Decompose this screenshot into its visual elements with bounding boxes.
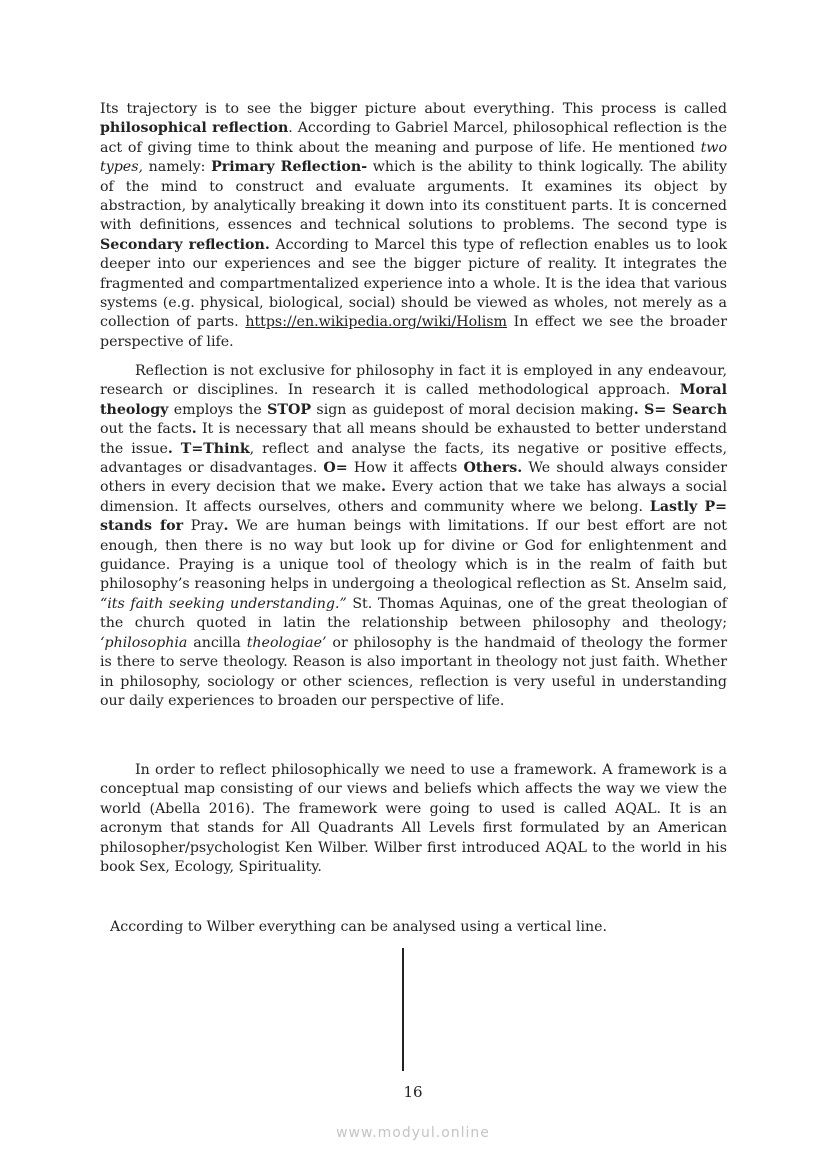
text-run: sign as guidepost of moral decision making	[311, 401, 634, 418]
bold-term: S= Search	[644, 401, 728, 418]
paragraph-vertical-line: According to Wilber everything can be analysed using a vertical line.	[110, 919, 608, 935]
holism-link[interactable]: https://en.wikipedia.org/wiki/Holism	[245, 314, 507, 331]
text-run: In effect we see the broader perspective of life.	[100, 314, 727, 350]
text-run: St. Thomas Aquinas, one of the great theologian of the church quoted in latin the relationship between philosophy and theology;	[100, 595, 727, 632]
bold-term: Moral theology	[100, 382, 727, 418]
page-number: 16	[403, 1083, 423, 1101]
text-run: out the facts	[100, 421, 192, 438]
bold-term: Others.	[463, 460, 523, 477]
bold-term: .	[633, 401, 639, 418]
text-run: namely:	[143, 159, 212, 176]
text-run: Reflection is not exclusive for philosophy in fact it is employed in any endeavour, research or disciplines. In research it is called methodological approach.	[100, 363, 727, 399]
text-run: , reflect and analyse the facts, its negative or positive effects, advantages or disadvantages.	[100, 440, 727, 477]
bold-term: .	[223, 518, 229, 535]
text-run: We are human beings with limitations. If our best effort are not enough, then there is no way but look up for divine or God for enlightenment and guidance. Praying is a unique tool of theology which is in the realm of faith but philosophy’s reasoning helps in undergoing a theological reflection as St. Anselm said,	[100, 518, 728, 593]
bold-term: Primary Reflection-	[211, 159, 368, 176]
paragraph-aqal-framework: In order to reflect philosophically we need to use a framework. A framework is a conceptual map consisting of our views and beliefs which affects the way we view the world (Abella 2016). The framework were going to used is called AQAL. It is an acronym that stands for All Quadrants All Levels first formulated by an American philosopher/psychologist Ken Wilber. Wilber first introduced AQAL to the world in his book Sex, Ecology, Spirituality.	[100, 762, 727, 876]
text-run: Pray	[183, 518, 224, 535]
bold-term: Secondary reflection.	[100, 236, 270, 253]
bold-term: Lastly P= stands for	[100, 498, 727, 535]
text-run: or philosophy is the handmaid of theology the former is there to serve theology. Reason is also important in theology not just faith. Whether in philosophy, sociology or other sciences, reflection is very useful in understanding our daily experiences to broaden our perspective of life.	[100, 634, 727, 709]
text-run: employs the	[168, 401, 268, 418]
text-run	[173, 441, 181, 457]
bold-term: O=	[323, 460, 348, 477]
text-run: which is the ability to think logically. The ability of the mind to construct and evaluate arguments. It examines its object by abstraction, by analytically breaking it down into its constituent parts. It is concerned with definitions, essences and technical solutions to problems. The second type is	[100, 159, 727, 234]
italic-term: ‘philosophia	[100, 634, 188, 651]
text-run: . According to Gabriel Marcel, philosophical reflection is the act of giving time to think about the meaning and purpose of life. He mentioned	[100, 120, 727, 156]
text-run: It is necessary that all means should be exhausted to better understand the issue	[100, 421, 727, 457]
italic-term: theologiae’	[246, 634, 327, 651]
paragraph-stop-sign	[100, 362, 727, 711]
italic-quote: “its faith seeking understanding.”	[100, 595, 347, 612]
text-run: We should always consider others in every decision that we make	[100, 460, 727, 496]
text-run: ancilla	[187, 634, 247, 651]
bold-term: STOP	[267, 401, 311, 418]
vertical-line-diagram	[402, 948, 404, 1071]
bold-term: .	[167, 440, 173, 457]
bold-term: philosophical reflection	[100, 120, 289, 137]
bold-term: T=Think	[180, 440, 250, 457]
bold-term: .	[380, 479, 386, 496]
bold-term: .	[191, 421, 197, 438]
watermark: www.modyul.online	[336, 1125, 490, 1141]
text-run: Its trajectory is to see the bigger picture about everything. This process is called	[100, 101, 727, 117]
italic-term: two types,	[100, 139, 727, 176]
text-run: Every action that we take has always a social dimension. It affects ourselves, others and community where we belong.	[100, 479, 727, 515]
text-run: How it affects	[347, 460, 464, 477]
paragraph-philosophical-reflection	[100, 100, 727, 352]
text-run: According to Marcel this type of reflection enables us to look deeper into our experiences and see the bigger picture of reality. It integrates the fragmented and compartmentalized experience into a whole. It is the idea that various systems (e.g. physical, biological, social) should be viewed as wholes, not merely as a collection of parts.	[100, 236, 727, 331]
